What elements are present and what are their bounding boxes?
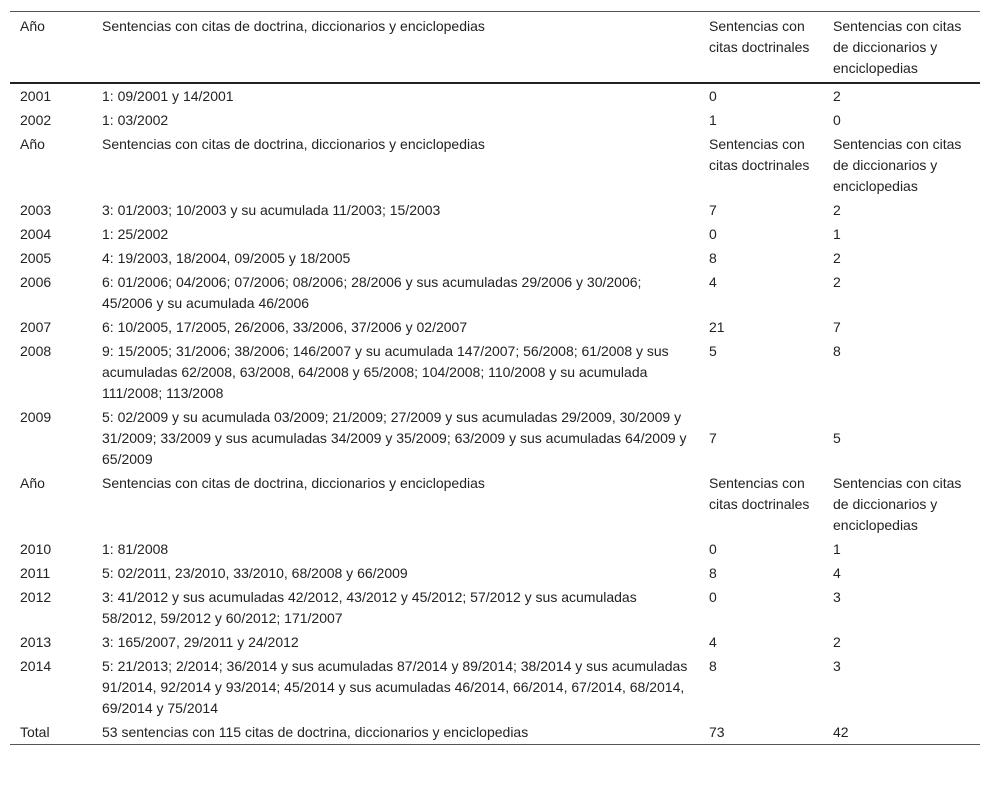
cell-doctrinal: 0 [709, 226, 717, 242]
repeated-header-row [10, 132, 980, 198]
table-row [10, 654, 980, 720]
cell-year: 2009 [20, 409, 52, 425]
cell-year: 2006 [20, 274, 52, 290]
header-dictionaries: Sentencias con citas de diccionarios y enciclopedias [823, 12, 980, 84]
header-doctrinal: Sentencias con citas doctrinales [699, 12, 823, 84]
cell-dictionaries: 1 [833, 541, 841, 557]
cell-doctrinal: 73 [709, 724, 725, 740]
cell-doctrinal: 4 [709, 634, 717, 650]
cell-doctrinal: 4 [709, 274, 717, 290]
cell-dictionaries: 0 [833, 112, 841, 128]
cell-dictionaries: 5 [833, 430, 841, 446]
cell-year: 2001 [20, 88, 52, 104]
table-row [10, 83, 980, 108]
cell-sentences: 4: 19/2003, 18/2004, 09/2005 y 18/2005 [102, 250, 351, 266]
cell-sentences: 5: 21/2013; 2/2014; 36/2014 y sus acumuladas 87/2014 y 89/2014; 38/2014 y sus acumuladas 91/2014, 92/2014 y 93/2014; 45/2014 y sus acumuladas 46/2014, 66/2014, 67/2014, 68/2014, 69/2014 y 75/2014 [102, 658, 688, 716]
cell-dictionaries: 2 [833, 88, 841, 104]
cell-year: 2003 [20, 202, 52, 218]
cell-dictionaries: 3 [833, 589, 841, 605]
table-row [10, 270, 980, 315]
cell-dictionaries: Sentencias con citas de diccionarios y enciclopedias [833, 136, 962, 194]
table-header-row [10, 12, 980, 84]
cell-dictionaries: Sentencias con citas de diccionarios y enciclopedias [833, 475, 962, 533]
table-row [10, 108, 980, 132]
cell-doctrinal: 0 [709, 541, 717, 557]
total-row [10, 720, 980, 745]
table-row [10, 315, 980, 339]
cell-sentences: 3: 01/2003; 10/2003 y su acumulada 11/2003; 15/2003 [102, 202, 441, 218]
cell-sentences: 1: 25/2002 [102, 226, 169, 242]
cell-doctrinal: 8 [709, 250, 717, 266]
table-row [10, 585, 980, 630]
cell-doctrinal: 7 [709, 430, 717, 446]
cell-sentences: 9: 15/2005; 31/2006; 38/2006; 146/2007 y su acumulada 147/2007; 56/2008; 61/2008 y sus acumuladas 62/2008, 63/2008, 64/2008 y 65/2008; 104/2008; 110/2008 y su acumulada 111/2008; 113/2008 [102, 343, 669, 401]
repeated-header-row [10, 471, 980, 537]
cell-doctrinal: 8 [709, 565, 717, 581]
cell-dictionaries: 8 [833, 343, 841, 359]
cell-year: 2008 [20, 343, 52, 359]
cell-year: 2011 [20, 565, 51, 581]
cell-sentences: 1: 81/2008 [102, 541, 169, 557]
cell-dictionaries: 2 [833, 250, 841, 266]
cell-dictionaries: 2 [833, 634, 841, 650]
cell-year: 2007 [20, 319, 52, 335]
cell-sentences: Sentencias con citas de doctrina, diccionarios y enciclopedias [102, 475, 485, 491]
cell-year: 2002 [20, 112, 52, 128]
cell-year: 2012 [20, 589, 52, 605]
cell-year: 2004 [20, 226, 52, 242]
header-year: Año [10, 12, 92, 84]
cell-sentences: 5: 02/2011, 23/2010, 33/2010, 68/2008 y 66/2009 [102, 565, 408, 581]
cell-sentences: 6: 01/2006; 04/2006; 07/2006; 08/2006; 28/2006 y sus acumuladas 29/2006 y 30/2006; 45/2006 y su acumulada 46/2006 [102, 274, 642, 311]
cell-sentences: 3: 41/2012 y sus acumuladas 42/2012, 43/2012 y 45/2012; 57/2012 y sus acumuladas 58/2012, 59/2012 y 60/2012; 171/2007 [102, 589, 637, 626]
cell-sentences: 1: 03/2002 [102, 112, 169, 128]
cell-year: Total [20, 724, 50, 740]
cell-year: 2005 [20, 250, 52, 266]
cell-doctrinal: 7 [709, 202, 717, 218]
citations-table [10, 11, 980, 745]
cell-doctrinal: 21 [709, 319, 725, 335]
cell-doctrinal: 8 [709, 658, 717, 674]
cell-year: 2014 [20, 658, 52, 674]
cell-sentences: 3: 165/2007, 29/2011 y 24/2012 [102, 634, 299, 650]
cell-sentences: 1: 09/2001 y 14/2001 [102, 88, 234, 104]
cell-doctrinal: 0 [709, 88, 717, 104]
table-row [10, 339, 980, 405]
cell-sentences: 6: 10/2005, 17/2005, 26/2006, 33/2006, 37/2006 y 02/2007 [102, 319, 468, 335]
cell-doctrinal: 0 [709, 589, 717, 605]
cell-sentences: 5: 02/2009 y su acumulada 03/2009; 21/2009; 27/2009 y sus acumuladas 29/2009, 30/2009 y 31/2009; 33/2009 y sus acumuladas 34/2009 y 35/2009; 63/2009 y sus acumuladas 64/2009 y 65/2009 [102, 409, 687, 467]
table-row [10, 405, 980, 471]
cell-year: 2010 [20, 541, 52, 557]
table-row [10, 561, 980, 585]
table-row [10, 537, 980, 561]
cell-year: 2013 [20, 634, 52, 650]
table-row [10, 630, 980, 654]
cell-sentences: Sentencias con citas de doctrina, diccionarios y enciclopedias [102, 136, 485, 152]
cell-doctrinal: 1 [709, 112, 717, 128]
cell-dictionaries: 4 [833, 565, 841, 581]
table-row [10, 222, 980, 246]
cell-dictionaries: 2 [833, 274, 841, 290]
cell-doctrinal: Sentencias con citas doctrinales [709, 136, 810, 173]
cell-dictionaries: 1 [833, 226, 841, 242]
table-row [10, 198, 980, 222]
cell-year: Año [20, 136, 45, 152]
cell-dictionaries: 3 [833, 658, 841, 674]
cell-year: Año [20, 475, 45, 491]
cell-dictionaries: 7 [833, 319, 841, 335]
header-sentences: Sentencias con citas de doctrina, diccionarios y enciclopedias [92, 12, 699, 84]
cell-doctrinal: Sentencias con citas doctrinales [709, 475, 810, 512]
cell-sentences: 53 sentencias con 115 citas de doctrina, diccionarios y enciclopedias [102, 724, 529, 740]
table-row [10, 246, 980, 270]
cell-dictionaries: 2 [833, 202, 841, 218]
cell-dictionaries: 42 [833, 724, 849, 740]
cell-doctrinal: 5 [709, 343, 717, 359]
